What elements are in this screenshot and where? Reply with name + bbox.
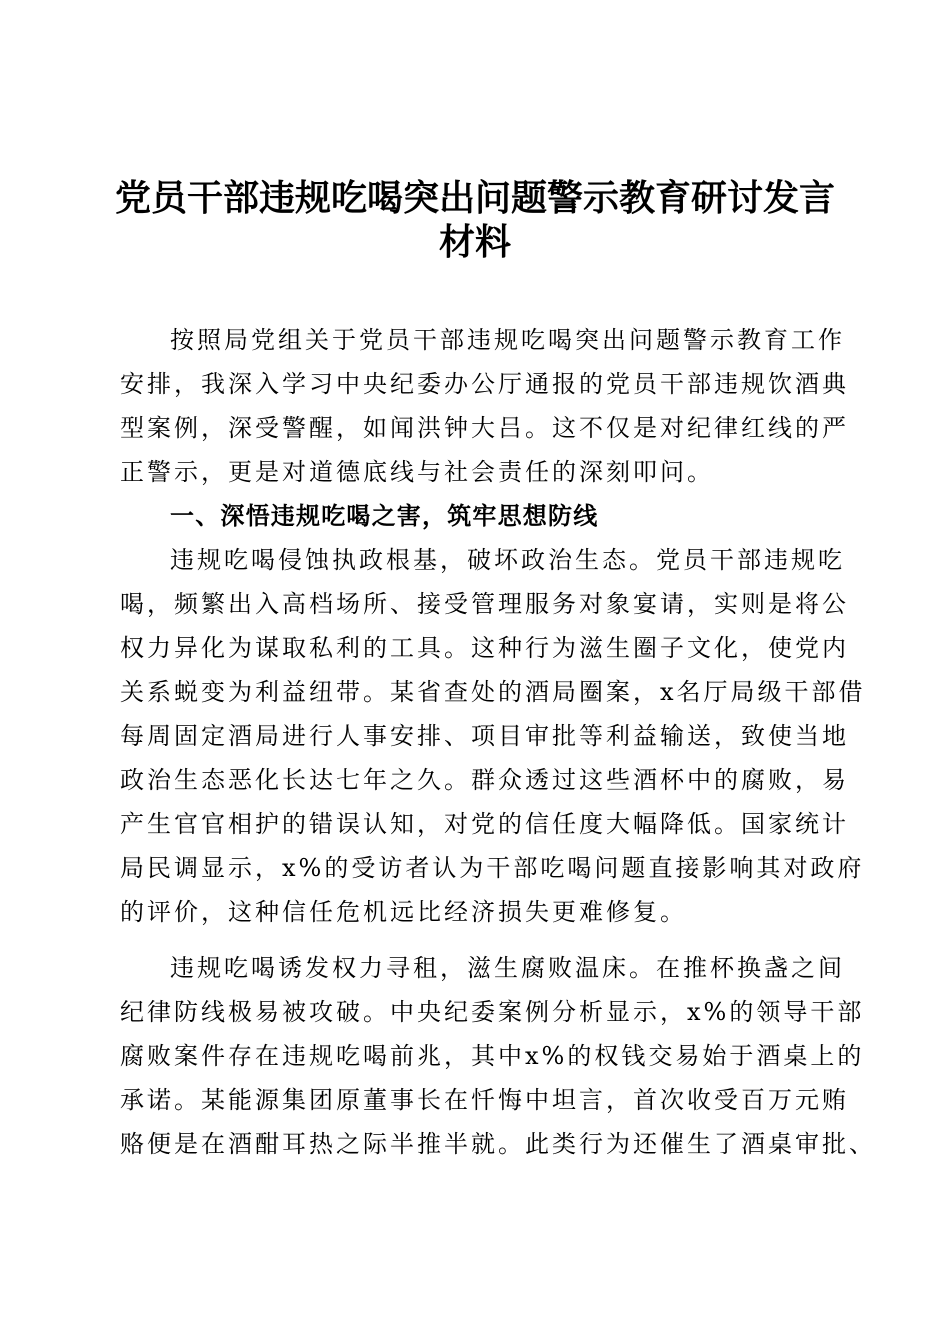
heading-text: 一、深悟违规吃喝之害，筑牢思想防线 (170, 502, 599, 530)
section-heading-1 (120, 494, 830, 538)
text-line: 每周固定酒局进行人事安排、项目审批等利益输送，致使当地 (120, 722, 849, 750)
text-line: 违规吃喝诱发权力寻租，滋生腐败温床。在推杯换盏之间 (170, 954, 845, 982)
paragraph-2 (120, 538, 866, 934)
paragraph-3 (120, 946, 876, 1166)
text-line: 正警示，更是对道德底线与社会责任的深刻叩问。 (120, 458, 714, 486)
text-line: 承诺。某能源集团原董事长在忏悔中坦言，首次收受百万元贿 (120, 1086, 849, 1114)
text-line: 政治生态恶化长达七年之久。群众透过这些酒杯中的腐败，易 (120, 766, 849, 794)
text-line: 腐败案件存在违规吃喝前兆，其中x%的权钱交易始于酒桌上的 (120, 1042, 865, 1070)
text-line: 关系蜕变为利益纽带。某省查处的酒局圈案，x名厅局级干部借 (120, 678, 866, 706)
text-line: 赂便是在酒酣耳热之际半推半就。此类行为还催生了酒桌审批、 (120, 1130, 876, 1158)
text-line: 按照局党组关于党员干部违规吃喝突出问题警示教育工作 (170, 326, 845, 354)
text-line: 纪律防线极易被攻破。中央纪委案例分析显示，x%的领导干部 (120, 998, 865, 1026)
text-line: 型案例，深受警醒，如闻洪钟大吕。这不仅是对纪律红线的严 (120, 414, 849, 442)
title-line-2: 材料 (438, 221, 511, 263)
paragraph-spacer (120, 934, 830, 946)
document-title (110, 176, 840, 264)
text-line: 的评价，这种信任危机远比经济损失更难修复。 (120, 898, 687, 926)
text-line: 违规吃喝侵蚀执政根基，破坏政治生态。党员干部违规吃 (170, 546, 845, 574)
text-line: 安排，我深入学习中央纪委办公厅通报的党员干部违规饮酒典 (120, 370, 849, 398)
text-line: 产生官官相护的错误认知，对党的信任度大幅降低。国家统计 (120, 810, 849, 838)
text-line: 喝，频繁出入高档场所、接受管理服务对象宴请，实则是将公 (120, 590, 849, 618)
text-line: 局民调显示，x%的受访者认为干部吃喝问题直接影响其对政府 (120, 854, 865, 882)
title-line-1: 党员干部违规吃喝突出问题警示教育研讨发言 (114, 177, 835, 219)
document-body (120, 318, 876, 1166)
text-line: 权力异化为谋取私利的工具。这种行为滋生圈子文化，使党内 (120, 634, 849, 662)
paragraph-1 (120, 318, 849, 494)
